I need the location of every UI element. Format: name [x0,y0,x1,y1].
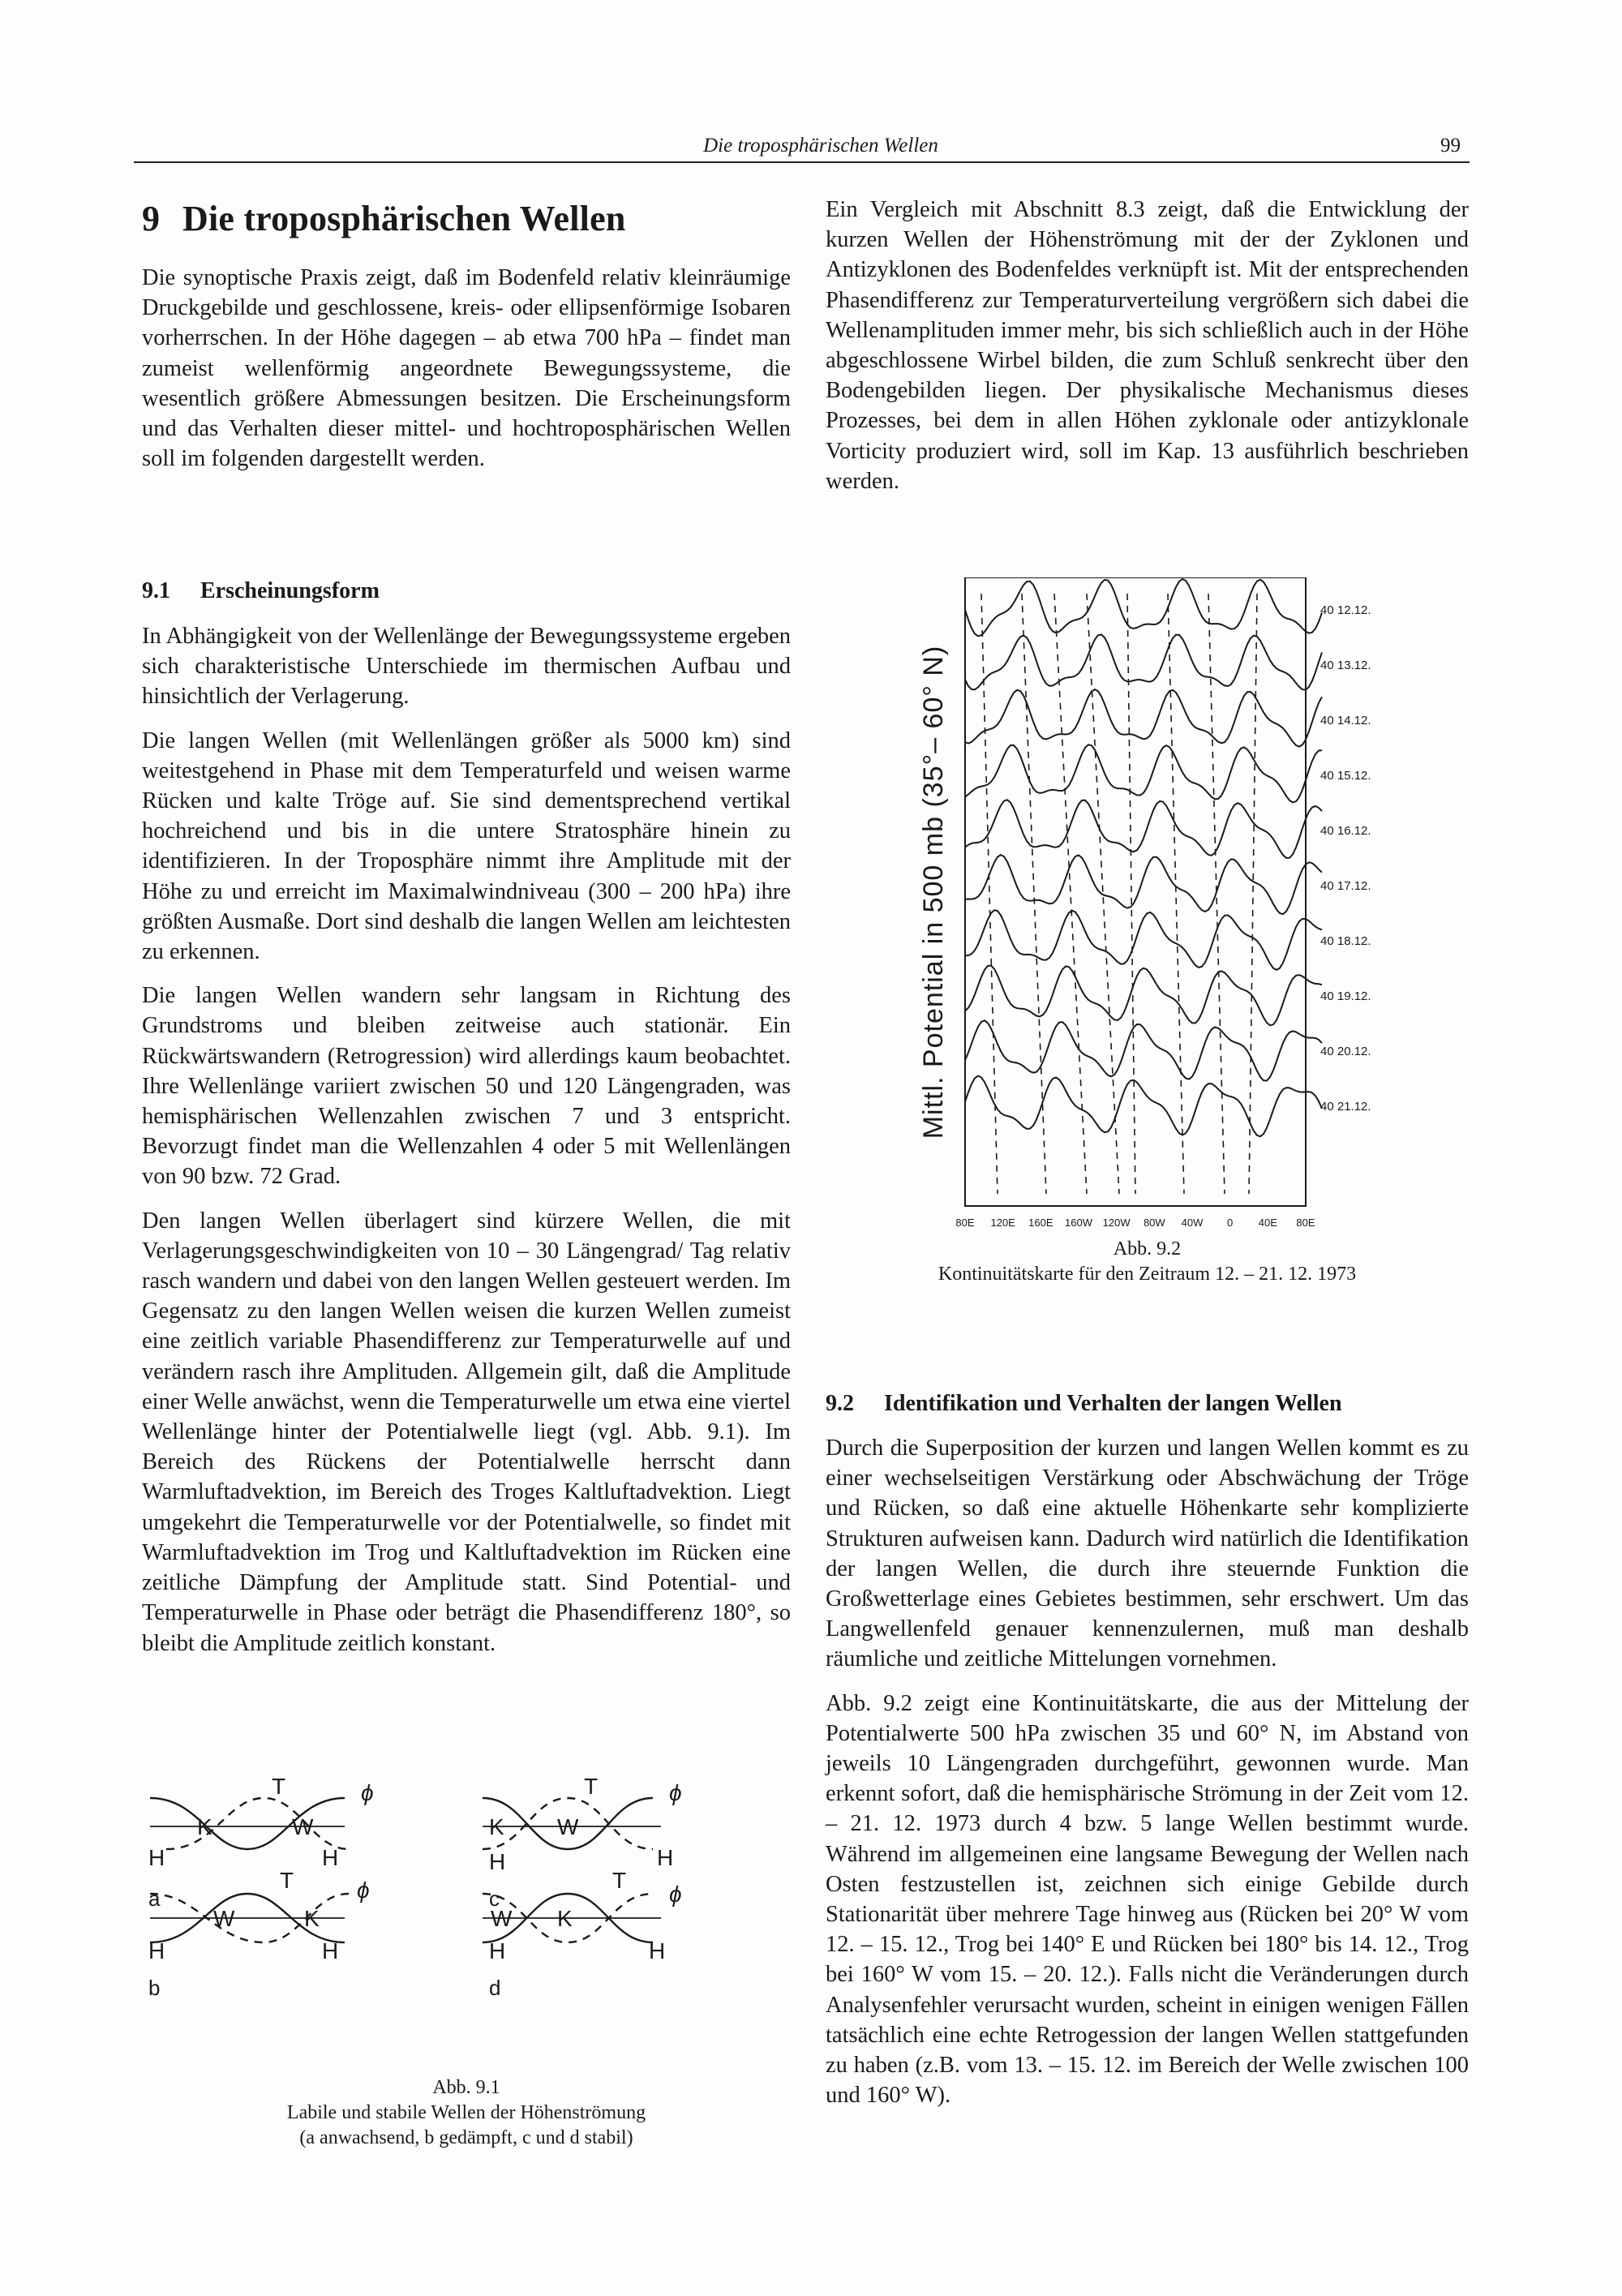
label-H: H [148,1845,165,1870]
label-phi: ϕ [669,1780,682,1805]
section-9-1-heading [142,578,791,604]
contour-date-label: 40 18.12. [1320,934,1371,948]
label-T: T [272,1774,286,1799]
series-line-16-12 [965,800,1322,858]
contour-date-label: 40 19.12. [1320,989,1371,1003]
caption-line: Kontinuitätskarte für den Zeitraum 12. – 21. 12. 1973 [938,1264,1357,1285]
label-K: K [557,1906,573,1931]
chapter-number: 9 [142,199,161,238]
running-header-title: Die troposphärischen Wellen [703,135,938,157]
series-line-17-12 [965,855,1322,914]
plot-frame [965,577,1306,1206]
label-H: H [489,1938,506,1963]
panel-letter-a: a [148,1886,161,1911]
contour-date-label: 40 16.12. [1320,824,1371,838]
contour-date-label: 40 12.12. [1320,603,1371,617]
figure-label: Abb. 9.2 [1113,1238,1182,1260]
label-W: W [557,1814,579,1839]
series-line-18-12 [965,910,1322,970]
paragraph: Die langen Wellen wandern sehr langsam in Richtung des Grundstroms und bleiben zeitweise auch stationär. Ein Rückwärtswandern (Retrogression) wird allerdings kaum beobachtet. Ihre Wellenlänge variiert zwischen 50 und 120 Längengraden, was hemisphärischen Wellenzahlen zwischen 7 und 3 entspricht. Bevorzugt findet man die Wellenzahlen 4 oder 5 mit Wellenlängen von 90 bzw. 72 Grad. [142,983,791,1190]
paragraph: Durch die Superposition der kurzen und langen Wellen kommt es zu einer wechselseitigen Verstärkung oder Abschwächung der Tröge und Rücken, so daß eine aktuelle Höhenkarte sehr komplizierte Strukturen aufweisen kann. Dadurch wird natürlich die Identifikation der langen Wellen, die durch ihre steuernde Funktion die Großwetterlage eines Gebietes bestimmen, sehr erschwert. Um das Langwellenfeld genauer kennenzulernen, muß man deshalb räumliche und zeitliche Mittelungen vornehmen. [826,1436,1469,1672]
contour-date-label: 40 13.12. [1320,659,1371,672]
paragraph: Die langen Wellen (mit Wellenlängen größer als 5000 km) sind weitestgehend in Phase mit dem Temperaturfeld und weisen warme Rücken und kalte Tröge auf. Sie sind dementsprechend vertikal hochreichend und bis in die untere Stratosphäre hinein zu identifizieren. In der Troposphäre nimmt ihre Amplitude mit der Höhe zu und erreicht im Maximalwindniveau (300 – 200 hPa) ihre größten Ausmaße. Dort sind deshalb die langen Wellen am leichtesten zu erkennen. [142,727,791,965]
figure-label: Abb. 9.1 [432,2077,500,2098]
y-axis-label: Mittl. Potential in 500 mb (35°– 60° N) [918,645,949,1139]
label-W: W [491,1906,513,1931]
x-tick-label: 80E [955,1217,975,1226]
label-T: T [612,1868,627,1893]
section-9-2-body [826,1433,1469,2110]
label-H: H [322,1845,339,1870]
chapter-heading [142,198,791,239]
label-T: T [280,1868,294,1893]
panel-letter-b: b [148,1976,161,2000]
panel-a-waves [150,1798,349,1849]
label-K: K [489,1814,504,1839]
section-number: 9.2 [826,1391,854,1416]
panel-letter-d: d [489,1976,501,2000]
x-tick-label: 160E [1028,1217,1053,1226]
contour-date-label: 40 20.12. [1320,1045,1371,1058]
right-intro [826,195,1469,496]
label-K: K [304,1906,320,1931]
label-T: T [584,1774,599,1799]
figure-9-2-caption [826,1237,1469,1287]
series-line-13-12 [965,634,1322,689]
section-9-1-body [142,621,791,1659]
label-phi: ϕ [669,1882,682,1907]
x-tick-label: 160W [1065,1217,1092,1226]
section-number: 9.1 [142,578,170,603]
figure-9-1-caption [142,2075,791,2151]
series-line-15-12 [965,745,1322,802]
series-line-20-12 [965,1020,1322,1080]
section-title: Erscheinungsform [200,578,380,603]
paragraph: In Abhängigkeit von der Wellenlänge der Bewegungssysteme ergeben sich charakteristische Unterschiede im thermischen Aufbau und hinsichtlich der Verlagerung. [142,624,791,710]
intro-paragraph: Die synoptische Praxis zeigt, daß im Bodenfeld relativ kleinräumige Druckgebilde und geschlossene, kreis- oder ellipsenförmige Isobaren vorherrschen. In der Höhe dagegen – ab etwa 700 hPa – findet man zumeist wellenförmig angeordnete Bewegungssysteme, die wesentlich größere Abmessungen besitzen. Die Erscheinungsform und das Verhalten dieser mittel- und hochtroposphärischen Wellen soll im folgenden dargestellt werden. [142,265,791,472]
x-tick-label: 120W [1102,1217,1131,1226]
series-line-21-12 [965,1076,1322,1137]
tracking-line [1168,594,1184,1194]
caption-line: (a anwachsend, b gedämpft, c und d stabil) [299,2127,633,2148]
series-line-14-12 [965,689,1322,747]
label-H: H [322,1938,339,1963]
series-line-19-12 [965,966,1322,1026]
tracking-line [1249,594,1257,1194]
section-title: Identifikation und Verhalten der langen Wellen [884,1391,1342,1416]
label-phi: ϕ [357,1878,370,1903]
figure-9-1 [142,1768,791,2109]
label-phi: ϕ [361,1780,374,1805]
paragraph: Den langen Wellen überlagert sind kürzere Wellen, die mit Verlagerungsgeschwindigkeiten von 10 – 30 Längengrad/ Tag relativ rasch wandern und dabei von den langen Wellen gesteuert werden. Im Gegensatz zu den langen Wellen weisen die kurzen Wellen zumeist eine zeitlich variable Phasendifferenz zur Temperaturwelle auf und verändern rasch ihre Amplituden. Allgemein gilt, daß die Amplitude einer Welle anwächst, wenn die Temperaturwelle um etwa eine viertel Wellenlänge hinter der Potentialwelle liegt (vgl. Abb. 9.1). Im Bereich des Rückens der Potentialwelle herrscht dann Warmluftadvektion, im Bereich des Troges Kaltluftadvektion. Liegt umgekehrt die Temperaturwelle vor der Potentialwelle, so findet mit Warmluftadvektion im Trog und Kaltluftadvektion im Rücken eine zeitliche Dämpfung der Amplitude statt. Sind Potential- und Temperaturwelle in Phase oder beträgt die Phasendifferenz 180°, so bleibt die Amplitude zeitlich konstant. [142,1208,791,1656]
contour-date-label: 40 15.12. [1320,769,1371,783]
label-W: W [292,1814,314,1839]
panel-letter-c: c [489,1886,500,1911]
x-tick-label: 80E [1296,1217,1315,1226]
label-W: W [213,1906,235,1931]
series-line-12-12 [965,579,1322,636]
tracking-line [1127,594,1135,1194]
caption-line: Labile und stabile Wellen der Höhenströmung [286,2102,646,2123]
intro-paragraph: Ein Vergleich mit Abschnitt 8.3 zeigt, daß die Entwicklung der kurzen Wellen der Höhenströmung mit der der Zyklonen und Antizyklonen des Bodenfeldes verknüpft ist. Mit der entsprechenden Phasendifferenz zur Temperaturverteilung vergrößern sich dabei die Wellenamplituden immer mehr, bis sich schließlich auch in der Höhe abgeschlossene Wirbel bilden, die zum Schluß senkrecht über den Bodengebilden liegen. Der physikalische Mechanismus dieses Prozesses, bei dem in allen Höhen zyklonale oder antizyklonale Vorticity produziert wird, soll im Kap. 13 ausführlich beschrieben werden. [826,197,1469,494]
x-tick-label: 80W [1143,1217,1165,1226]
label-H: H [489,1849,506,1874]
label-K: K [197,1814,212,1839]
x-tick-label: 120E [990,1217,1015,1226]
x-tick-label: 40E [1258,1217,1277,1226]
left-intro [142,263,791,474]
x-tick-label: 40W [1181,1217,1204,1226]
contour-date-label: 40 17.12. [1320,879,1371,893]
label-H: H [657,1845,674,1870]
section-9-2-heading [826,1391,1469,1417]
label-H: H [148,1938,165,1963]
contour-date-label: 40 21.12. [1320,1100,1371,1114]
page-number: 99 [1440,135,1461,157]
header-rule [134,161,1470,163]
label-H: H [649,1938,666,1963]
chapter-title: Die troposphärischen Wellen [182,199,626,238]
x-tick-label: 0 [1227,1217,1234,1226]
paragraph: Abb. 9.2 zeigt eine Kontinuitätskarte, die aus der Mittelung der Potentialwerte 500 hPa zwischen 35 und 60° N, im Abstand von jeweils 10 Längengraden durchgeführt, gewonnen wurde. Man erkennt sofort, daß die hemisphärische Strömung in der Zeit vom 12. – 21. 12. 1973 durch 4 bzw. 5 lange Wellen bestimmt wurde. Während im allgemeinen eine langsame Bewegung der Wellen nach Osten festzustellen ist, zeichnen sich einige Gebilde durch Stationarität über mehrere Tage hinweg aus (Rücken bei 20° W vom 12. – 15. 12., Trog bei 140° E und Rücken bei 180° bis 14. 12., Trog bei 160° W vom 15. – 20. 12.). Falls nicht die Veränderungen durch Analysenfehler verursacht wurden, scheint in einigen wenigen Fällen tatsächlich eine echte Retrogession der langen Wellen stattgefunden zu haben (z.B. vom 13. – 15. 12. im Bereich der Welle zwischen 100 und 160° W). [826,1690,1469,2109]
figure-9-2-chart [900,577,1403,1226]
contour-date-label: 40 14.12. [1320,714,1371,727]
